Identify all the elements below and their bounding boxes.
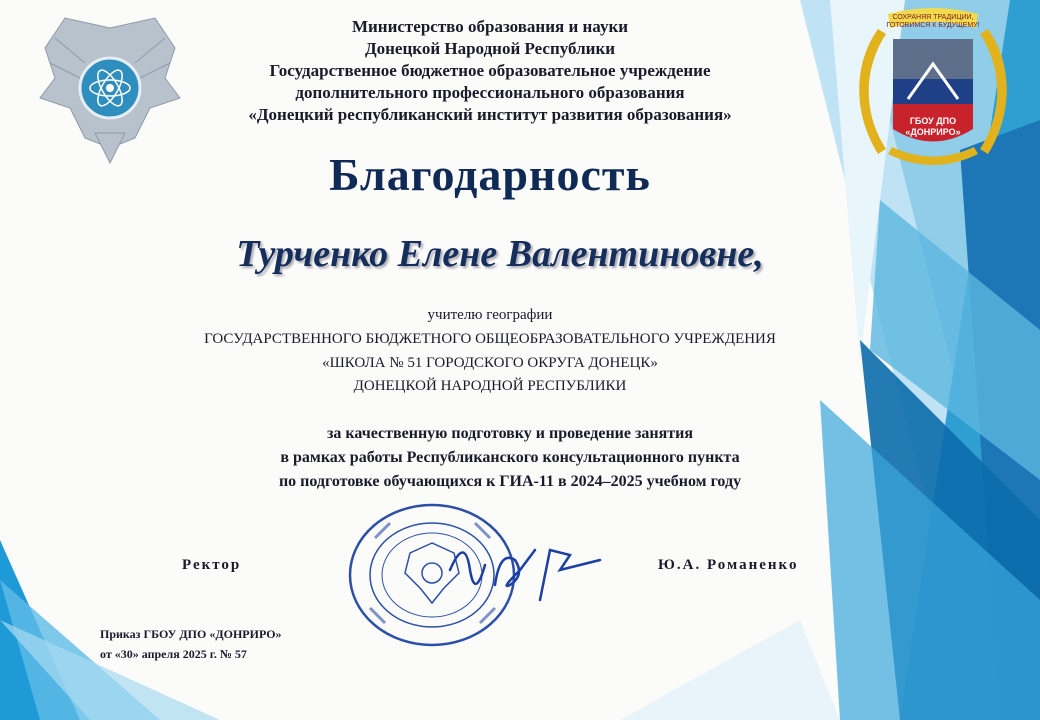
organization-line-1: ГОСУДАРСТВЕННОГО БЮДЖЕТНОГО ОБЩЕОБРАЗОВАТЕЛЬНОГО УЧРЕЖДЕНИЯ <box>204 331 776 347</box>
signatory-title: Ректор <box>182 557 242 573</box>
eagle-emblem-icon <box>25 8 195 168</box>
header-ministry: Министерство образования и науки <box>351 17 629 36</box>
signature-icon <box>440 530 610 610</box>
institute-logo-icon <box>848 4 1018 174</box>
reason-line-3: по подготовке обучающихся к ГИА-11 в 2024–2025 учебном году <box>278 473 742 490</box>
order-line-2: от «30» апреля 2025 г. № 57 <box>100 647 247 661</box>
recipient-name: Турченко Елене Валентиновне, <box>236 233 764 275</box>
document-title: Благодарность <box>329 149 651 200</box>
organization-line-2: «ШКОЛА № 51 ГОРОДСКОГО ОКРУГА ДОНЕЦК» <box>322 355 658 371</box>
header-institution-type: Государственное бюджетное образовательное учреждение <box>269 61 711 80</box>
reason-line-2: в рамках работы Республиканского консультационного пункта <box>280 449 740 466</box>
logo-motto-2: ГОТОВИМСЯ К БУДУЩЕМУ! <box>886 22 980 29</box>
order-line-1: Приказ ГБОУ ДПО «ДОНРИРО» <box>100 627 282 641</box>
header-education-type: дополнительного профессионального образования <box>295 83 685 102</box>
recipient-role: учителю географии <box>427 307 553 323</box>
header-republic: Донецкой Народной Республики <box>364 39 616 58</box>
logo-label-1: ГБОУ ДПО <box>909 116 957 126</box>
logo-motto-1: СОХРАНЯЯ ТРАДИЦИИ, <box>892 14 974 21</box>
logo-label-2: «ДОНРИРО» <box>905 127 961 137</box>
reason-line-1: за качественную подготовку и проведение занятия <box>326 425 694 442</box>
signatory-name: Ю.А. Романенко <box>658 557 799 573</box>
organization-line-3: ДОНЕЦКОЙ НАРОДНОЙ РЕСПУБЛИКИ <box>353 378 627 394</box>
header-institute-name: «Донецкий республиканский институт развития образования» <box>248 105 732 124</box>
